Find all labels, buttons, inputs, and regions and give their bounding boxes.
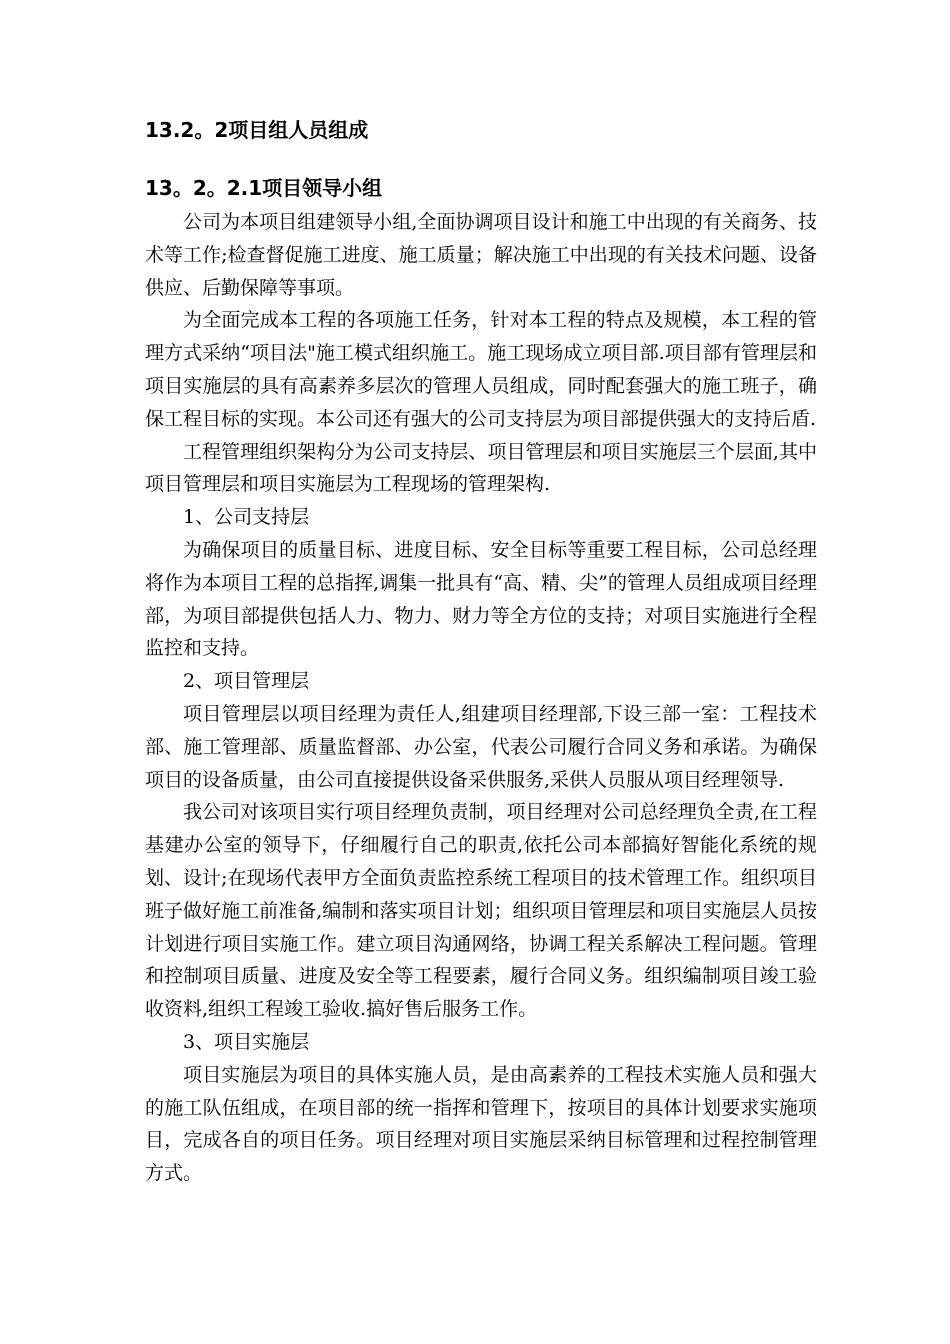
paragraph-project-method: 为全面完成本工程的各项施工任务，针对本工程的特点及规模，本工程的管理方式采纳“项目法"施工模式组织施工。施工现场成立项目部.项目部有管理层和项目实施层的具有高素养多层次的管理人员组成，同时配套强大的施工班子，确保工程目标的实现。本公司还有强大的公司支持层为项目部提供强大的支持后盾.: [145, 309, 817, 430]
list-heading-project-management: 2、项目管理层: [183, 670, 310, 693]
paragraph-org-structure: 工程管理组织架构分为公司支持层、项目管理层和项目实施层三个层面,其中项目管理层和项目实施层为工程现场的管理架构.: [145, 440, 817, 496]
section-heading: 13.2。2项目组人员组成: [145, 118, 369, 142]
paragraph-project-implementation: 项目实施层为项目的具体实施人员，是由高素养的工程技术实施人员和强大的施工队伍组成，在项目部的统一指挥和管理下，按项目的具体计划要求实施项目，完成各自的项目任务。项目经理对项目实施层采纳目标管理和过程控制管理方式。: [145, 1063, 817, 1185]
body-text: [145, 206, 817, 1190]
paragraph-company-support: 为确保项目的质量目标、进度目标、安全目标等重要工程目标，公司总经理将作为本项目工程的总指挥,调集一批具有“高、精、尖”的管理人员组成项目经理部，为项目部提供包括人力、物力、财力等全方位的支持；对项目实施进行全程监控和支持。: [145, 538, 817, 660]
paragraph-leadership-group: 公司为本项目组建领导小组,全面协调项目设计和施工中出现的有关商务、技术等工作;检查督促施工进度、施工质量；解决施工中出现的有关技术问题、设备供应、后勤保障等事项。: [145, 211, 817, 299]
subsection-heading: 13。2。2.1项目领导小组: [145, 176, 383, 200]
paragraph-manager-responsibility: 我公司对该项目实行项目经理负责制，项目经理对公司总经理负全责,在工程基建办公室的领导下，仔细履行自己的职责,依托公司本部搞好智能化系统的规划、设计;在现场代表甲方全面负责监控系统工程项目的技术管理工作。组织项目班子做好施工前准备,编制和落实项目计划；组织项目管理层和项目实施层人员按计划进行项目实施工作。建立项目沟通网络，协调工程关系解决工程问题。管理和控制项目质量、进度及安全等工程要素，履行合同义务。组织编制项目竣工验收资料,组织工程竣工验收.搞好售后服务工作。: [145, 801, 817, 1021]
list-heading-company-support: 1、公司支持层: [183, 506, 310, 529]
list-heading-project-implementation: 3、项目实施层: [183, 1030, 310, 1053]
paragraph-project-management: 项目管理层以项目经理为责任人,组建项目经理部,下设三部一室：工程技术部、施工管理部、质量监督部、办公室，代表公司履行合同义务和承诺。为确保项目的设备质量，由公司直接提供设备采供服务,采供人员服从项目经理领导.: [145, 702, 817, 791]
